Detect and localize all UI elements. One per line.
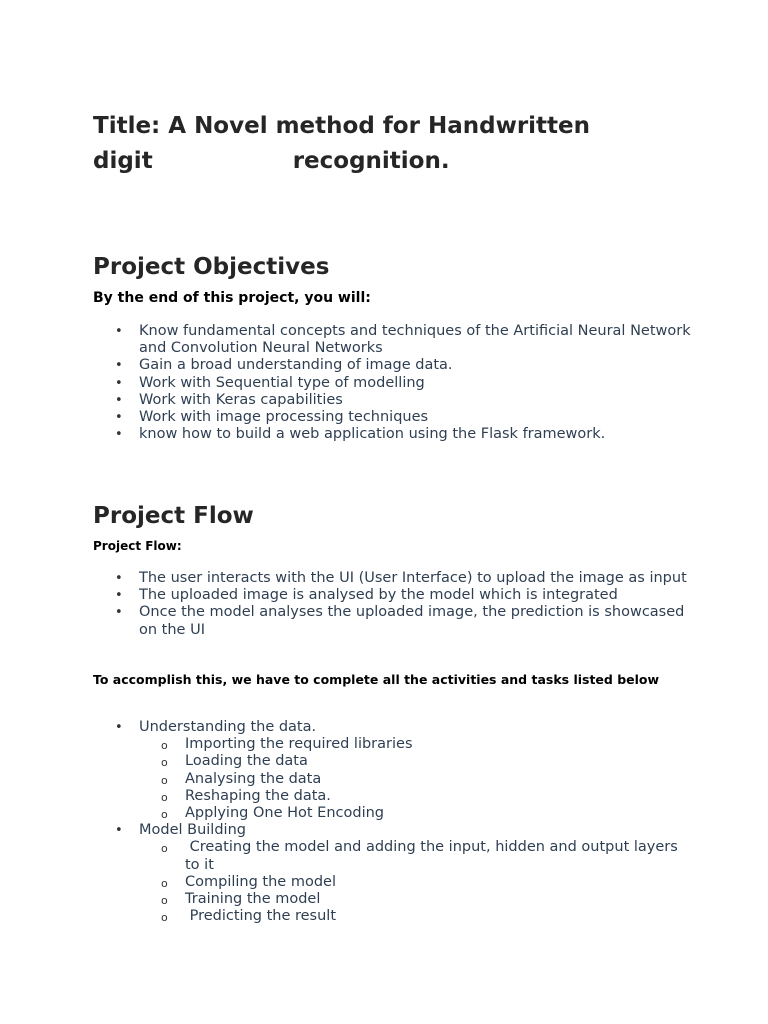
list-item: • Gain a broad understanding of image data. xyxy=(115,357,453,374)
list-item: • know how to build a web application using the Flask framework. xyxy=(115,426,606,443)
flow-heading: Project Flow xyxy=(93,503,254,529)
circle-bullet-icon: o xyxy=(161,790,168,804)
objectives-heading: Project Objectives xyxy=(93,254,330,280)
activities-list xyxy=(93,719,693,925)
bullet-icon: • xyxy=(115,427,123,443)
list-item: • Work with Sequential type of modelling xyxy=(115,374,425,391)
objectives-list xyxy=(93,323,693,443)
task-item: o Reshaping the data. xyxy=(139,788,693,805)
circle-bullet-icon: o xyxy=(161,894,168,908)
circle-bullet-icon: o xyxy=(161,876,168,890)
list-item: • Know fundamental concepts and techniques of the Artificial Neural Network and Convolution Neural Networks xyxy=(115,323,691,357)
document-title xyxy=(93,109,693,179)
flow-list xyxy=(93,570,693,639)
activity-item: • Understanding the data. o Importing the required libraries o Loading the data o Analysing the data o Reshaping the data. o Applying One Hot Encoding xyxy=(93,719,693,822)
list-item: • Work with Keras capabilities xyxy=(115,391,343,408)
list-item: • Once the model analyses the uploaded image, the prediction is showcased on the UI xyxy=(115,604,685,638)
task-item: o Creating the model and adding the input, hidden and output layers to it xyxy=(161,839,683,873)
bullet-icon: • xyxy=(115,392,123,408)
task-item: o Applying One Hot Encoding xyxy=(139,805,693,822)
list-item: • Work with image processing techniques xyxy=(115,409,429,426)
activity-item: • Model Building o Creating the model and adding the input, hidden and output layers to it o Compiling the model o Training the model o Predicting the result xyxy=(93,822,693,925)
circle-bullet-icon: o xyxy=(161,808,168,822)
title-line-2b: recognition. xyxy=(292,148,450,174)
title-line-1: Title: A Novel method for Handwritten xyxy=(93,113,591,139)
task-list xyxy=(139,839,693,925)
bullet-icon: • xyxy=(115,358,123,374)
accomplish-note: To accomplish this, we have to complete all the activities and tasks listed below xyxy=(93,672,660,687)
circle-bullet-icon: o xyxy=(161,911,168,925)
bullet-icon: • xyxy=(115,324,123,339)
task-item: o Loading the data xyxy=(139,753,693,770)
circle-bullet-icon: o xyxy=(161,739,168,753)
task-item: o Compiling the model xyxy=(139,874,693,891)
bullet-icon: • xyxy=(115,823,123,839)
bullet-icon: • xyxy=(115,375,123,391)
flow-lead: Project Flow: xyxy=(93,539,182,553)
task-list xyxy=(139,736,693,822)
bullet-icon: • xyxy=(115,410,123,426)
circle-bullet-icon: o xyxy=(161,773,168,787)
title-line-2a: digit xyxy=(93,148,153,174)
list-item: • The uploaded image is analysed by the model which is integrated xyxy=(115,587,618,604)
task-item: o Importing the required libraries xyxy=(139,736,693,753)
task-item: o Analysing the data xyxy=(139,771,693,788)
bullet-icon: • xyxy=(115,588,123,604)
bullet-icon: • xyxy=(115,571,123,586)
task-item: o Training the model xyxy=(139,891,693,908)
objectives-lead: By the end of this project, you will: xyxy=(93,290,371,306)
circle-bullet-icon: o xyxy=(161,756,168,770)
bullet-icon: • xyxy=(115,605,123,621)
circle-bullet-icon: o xyxy=(161,842,168,856)
bullet-icon: • xyxy=(115,720,123,735)
task-item: o Predicting the result xyxy=(139,908,693,925)
list-item: • The user interacts with the UI (User Interface) to upload the image as input xyxy=(115,570,687,586)
